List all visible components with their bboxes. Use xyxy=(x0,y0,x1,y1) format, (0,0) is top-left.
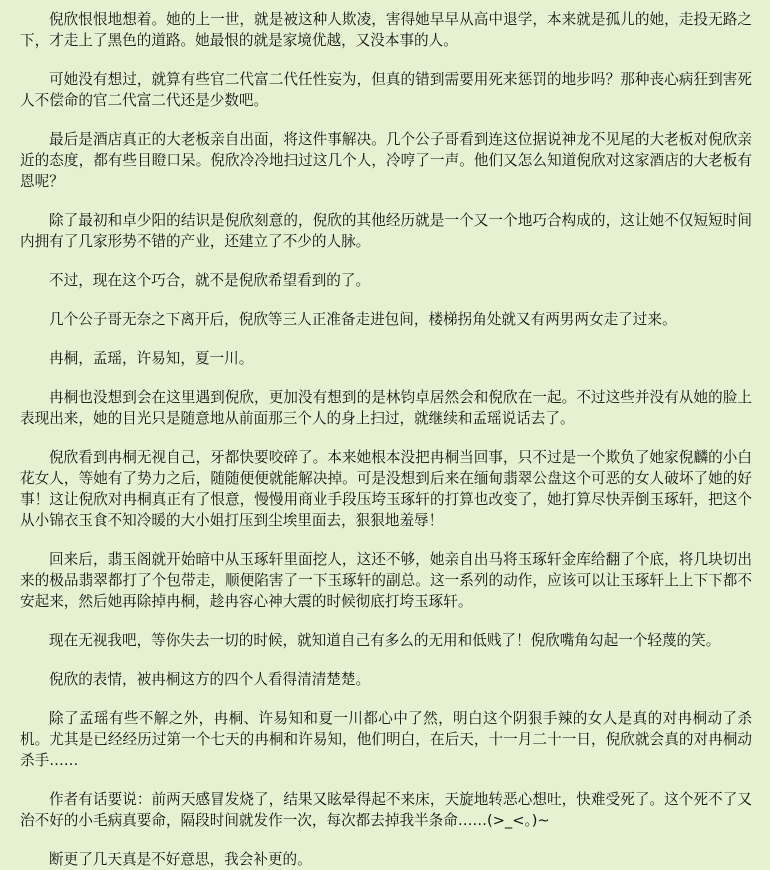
paragraph: 倪欣看到冉桐无视自己，牙都快要咬碎了。本来她根本没把冉桐当回事，只不过是一个欺负了她家倪麟的小白花女人，等她有了势力之后，随随便便就能解决掉。可是没想到后来在缅甸翡翠公盘这个可恶的女人破坏了她的好事！这让倪欣对冉桐真正有了恨意，慢慢用商业手段压垮玉琢轩的打算也改变了，她打算尽快弄倒玉琢轩，把这个从小锦衣玉食不知冷暖的大小姐打压到尘埃里面去，狠狠地羞辱！ xyxy=(20,449,752,529)
paragraph: 现在无视我吧，等你失去一切的时候，就知道自己有多么的无用和低贱了！倪欣嘴角勾起一个轻蔑的笑。 xyxy=(49,632,721,649)
paragraph: 几个公子哥无奈之下离开后，倪欣等三人正准备走进包间，楼梯拐角处就又有两男两女走了过来。 xyxy=(49,311,677,328)
author-note: 作者有话要说：前两天感冒发烧了，结果又眩晕得起不来床，天旋地转恶心想吐，快难受死了。这个死不了又治不好的小毛病真要命，隔段时间就发作一次，每次都去掉我半条命……(>_<。)~ xyxy=(20,791,752,829)
paragraph: 最后是酒店真正的大老板亲自出面，将这件事解决。几个公子哥看到连这位据说神龙不见尾的大老板对倪欣亲近的态度，都有些目瞪口呆。倪欣冷冷地扫过这几个人，冷哼了一声。他们又怎么知道倪欣对这家酒店的大老板有恩呢？ xyxy=(20,131,752,190)
paragraph: 除了孟瑶有些不解之外，冉桐、许易知和夏一川都心中了然，明白这个阴狠手辣的女人是真的对冉桐动了杀机。尤其是已经经历过第一个七天的冉桐和许易知，他们明白，在后天，十一月二十一日，倪欣就会真的对冉桐动杀手…… xyxy=(20,710,752,769)
paragraph: 冉桐也没想到会在这里遇到倪欣，更加没有想到的是林钧卓居然会和倪欣在一起。不过这些并没有从她的脸上表现出来，她的目光只是随意地从前面那三个人的身上扫过，就继续和孟瑶说话去了。 xyxy=(20,389,752,427)
paragraph: 除了最初和卓少阳的结识是倪欣刻意的，倪欣的其他经历就是一个又一个地巧合构成的，这让她不仅短短时间内拥有了几家形势不错的产业，还建立了不少的人脉。 xyxy=(20,212,752,250)
paragraph: 可她没有想过，就算有些官二代富二代任性妄为，但真的错到需要用死来惩罚的地步吗？那种丧心病狂到害死人不偿命的官二代富二代还是少数吧。 xyxy=(20,71,752,109)
paragraph: 回来后，翡玉阁就开始暗中从玉琢轩里面挖人，这还不够，她亲自出马将玉琢轩金库给翻了个底，将几块切出来的极品翡翠都打了个包带走，顺便陷害了一下玉琢轩的副总。这一系列的动作，应该可以让玉琢轩上上下下都不安起来，然后她再除掉冉桐，趁冉容心神大震的时候彻底打垮玉琢轩。 xyxy=(20,551,752,610)
paragraph: 不过，现在这个巧合，就不是倪欣希望看到的了。 xyxy=(49,272,371,289)
author-note: 断更了几天真是不好意思，我会补更的。 xyxy=(49,851,312,868)
paragraph: 冉桐，孟瑶，许易知，夏一川。 xyxy=(49,350,254,367)
paragraph: 倪欣恨恨地想着。她的上一世，就是被这种人欺凌，害得她早早从高中退学，本来就是孤儿的她，走投无路之下，才走上了黑色的道路。她最恨的就是家境优越，又没本事的人。 xyxy=(20,11,752,49)
paragraph: 倪欣的表情，被冉桐这方的四个人看得清清楚楚。 xyxy=(49,671,371,688)
